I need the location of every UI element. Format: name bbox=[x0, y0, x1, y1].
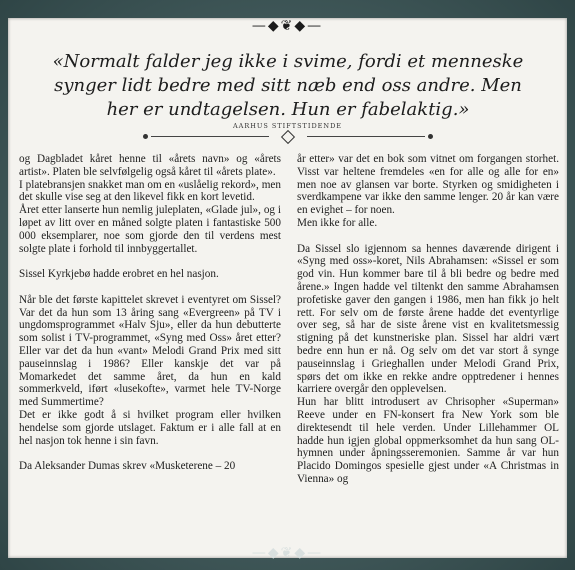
bottom-ornament-icon: —◆❦◆— bbox=[251, 545, 324, 561]
paragraph: år etter» var det en bok som vitnet om forgangen storhet. Visst var heltene fremdeles «en for alle og alle for en» men noe av glansen var borte. Styrken og smidigheten i sverdkampene var ikke den samme lenger. 20 år kan være en evighet – for noen. bbox=[297, 153, 559, 217]
divider-line bbox=[151, 136, 269, 137]
paragraph: Da Aleksander Dumas skrev «Musketerene – 20 bbox=[19, 460, 236, 473]
top-ornament-icon: —◆❦◆— bbox=[251, 18, 324, 34]
paragraph: Sissel Kyrkjebø hadde erobret en hel nasjon. bbox=[19, 268, 219, 281]
right-column bbox=[297, 153, 559, 486]
paragraph: Men ikke for alle. bbox=[297, 216, 378, 229]
paragraph: Det er ikke godt å si hvilket program eller hvilken hendelse som gjorde utslaget. Faktum er i alle fall at en hel nasjon tok henne i sin favn. bbox=[19, 408, 281, 447]
paragraph: og Dagbladet kåret henne til «årets navn» og «årets artist». Platen ble selvfølgelig også kåret til «årets plate». bbox=[19, 153, 281, 178]
divider-line bbox=[307, 136, 425, 137]
paragraph: Hun har blitt introdusert av Chrisopher «Superman» Reeve under en FN-konsert fra New York som ble direktesendt til hele verden. Under Lillehammer OL hadde hun igjen global oppmerksomhet da hun sang OL-hymnen under åpningsseremonien. Samme år var hun Placido Domingos spesielle gjest under «A Christmas in Vienna» og bbox=[297, 396, 559, 485]
divider-dot-icon bbox=[428, 134, 433, 139]
paragraph: Da Sissel slo igjennom sa hennes daværende dirigent i «Syng med oss»-koret, Nils Abrahamsen: «Sissel er som god vin. Hun kommer bare til å bli bedre og bedre med årene.» Ingen hadde vel tiltenkt den samme Abrahamsen profetiske gaver den gangen i 1986, men han fikk jo helt rett. For selv om de første årene hadde det eventyrlige over seg, så har de siste årene vist en kvalitetsmessig stigning på det kunstneriske plan. Sissel har aldri vært bedre enn hun er nå. Og selv om det var stort å synge pauseinnslag i Grieghallen under Melodi Grand Prix, spørs det om ikke en rekke andre opptredener i hennes karriere overgår den opplevelsen. bbox=[297, 242, 559, 396]
quote-source: AARHUS STIFTSTIDENDE bbox=[232, 122, 343, 130]
article-columns bbox=[19, 153, 559, 486]
divider-diamond-icon bbox=[281, 130, 295, 144]
paragraph: Året etter lanserte hun nemlig juleplaten, «Glade jul», og i løpet av litt over en måned solgte platen i fantastiske 500 000 eksemplarer, noe som gjorde den til verdens mest solgte plate i forhold til innbyggertallet. bbox=[19, 204, 281, 255]
paragraph: Når ble det første kapittelet skrevet i eventyret om Sissel? Var det da hun som 13 åring sang «Evergreen» på TV i ungdomsprogrammet «Halv Sju», eller da hun debutterte som solist i TV-programmet, «Syng med Oss» året etter? Eller var det da hun «vant» Melodi Grand Prix med sitt pauseinnslag i 1986? Eller kanskje det var på Momarkedet det samme året, da hun en kald sommerkveld, iført «lusekofte», varmet hele TV-Norge med Summertime? bbox=[19, 293, 281, 409]
left-column bbox=[19, 153, 281, 486]
paragraph: I platebransjen snakket man om en «uslåelig rekord», men det skulle vise seg at den likevel fikk en kort levetid. bbox=[19, 178, 281, 204]
document-page bbox=[8, 18, 567, 561]
divider-dot-icon bbox=[143, 134, 148, 139]
pull-quote: «Normalt falder jeg ikke i svime, fordi et menneske synger lidt bedre med sitt næb end oss andre. Men her er undtagelsen. Hun er fabelaktig.» bbox=[52, 51, 524, 120]
quote-divider bbox=[143, 132, 433, 142]
